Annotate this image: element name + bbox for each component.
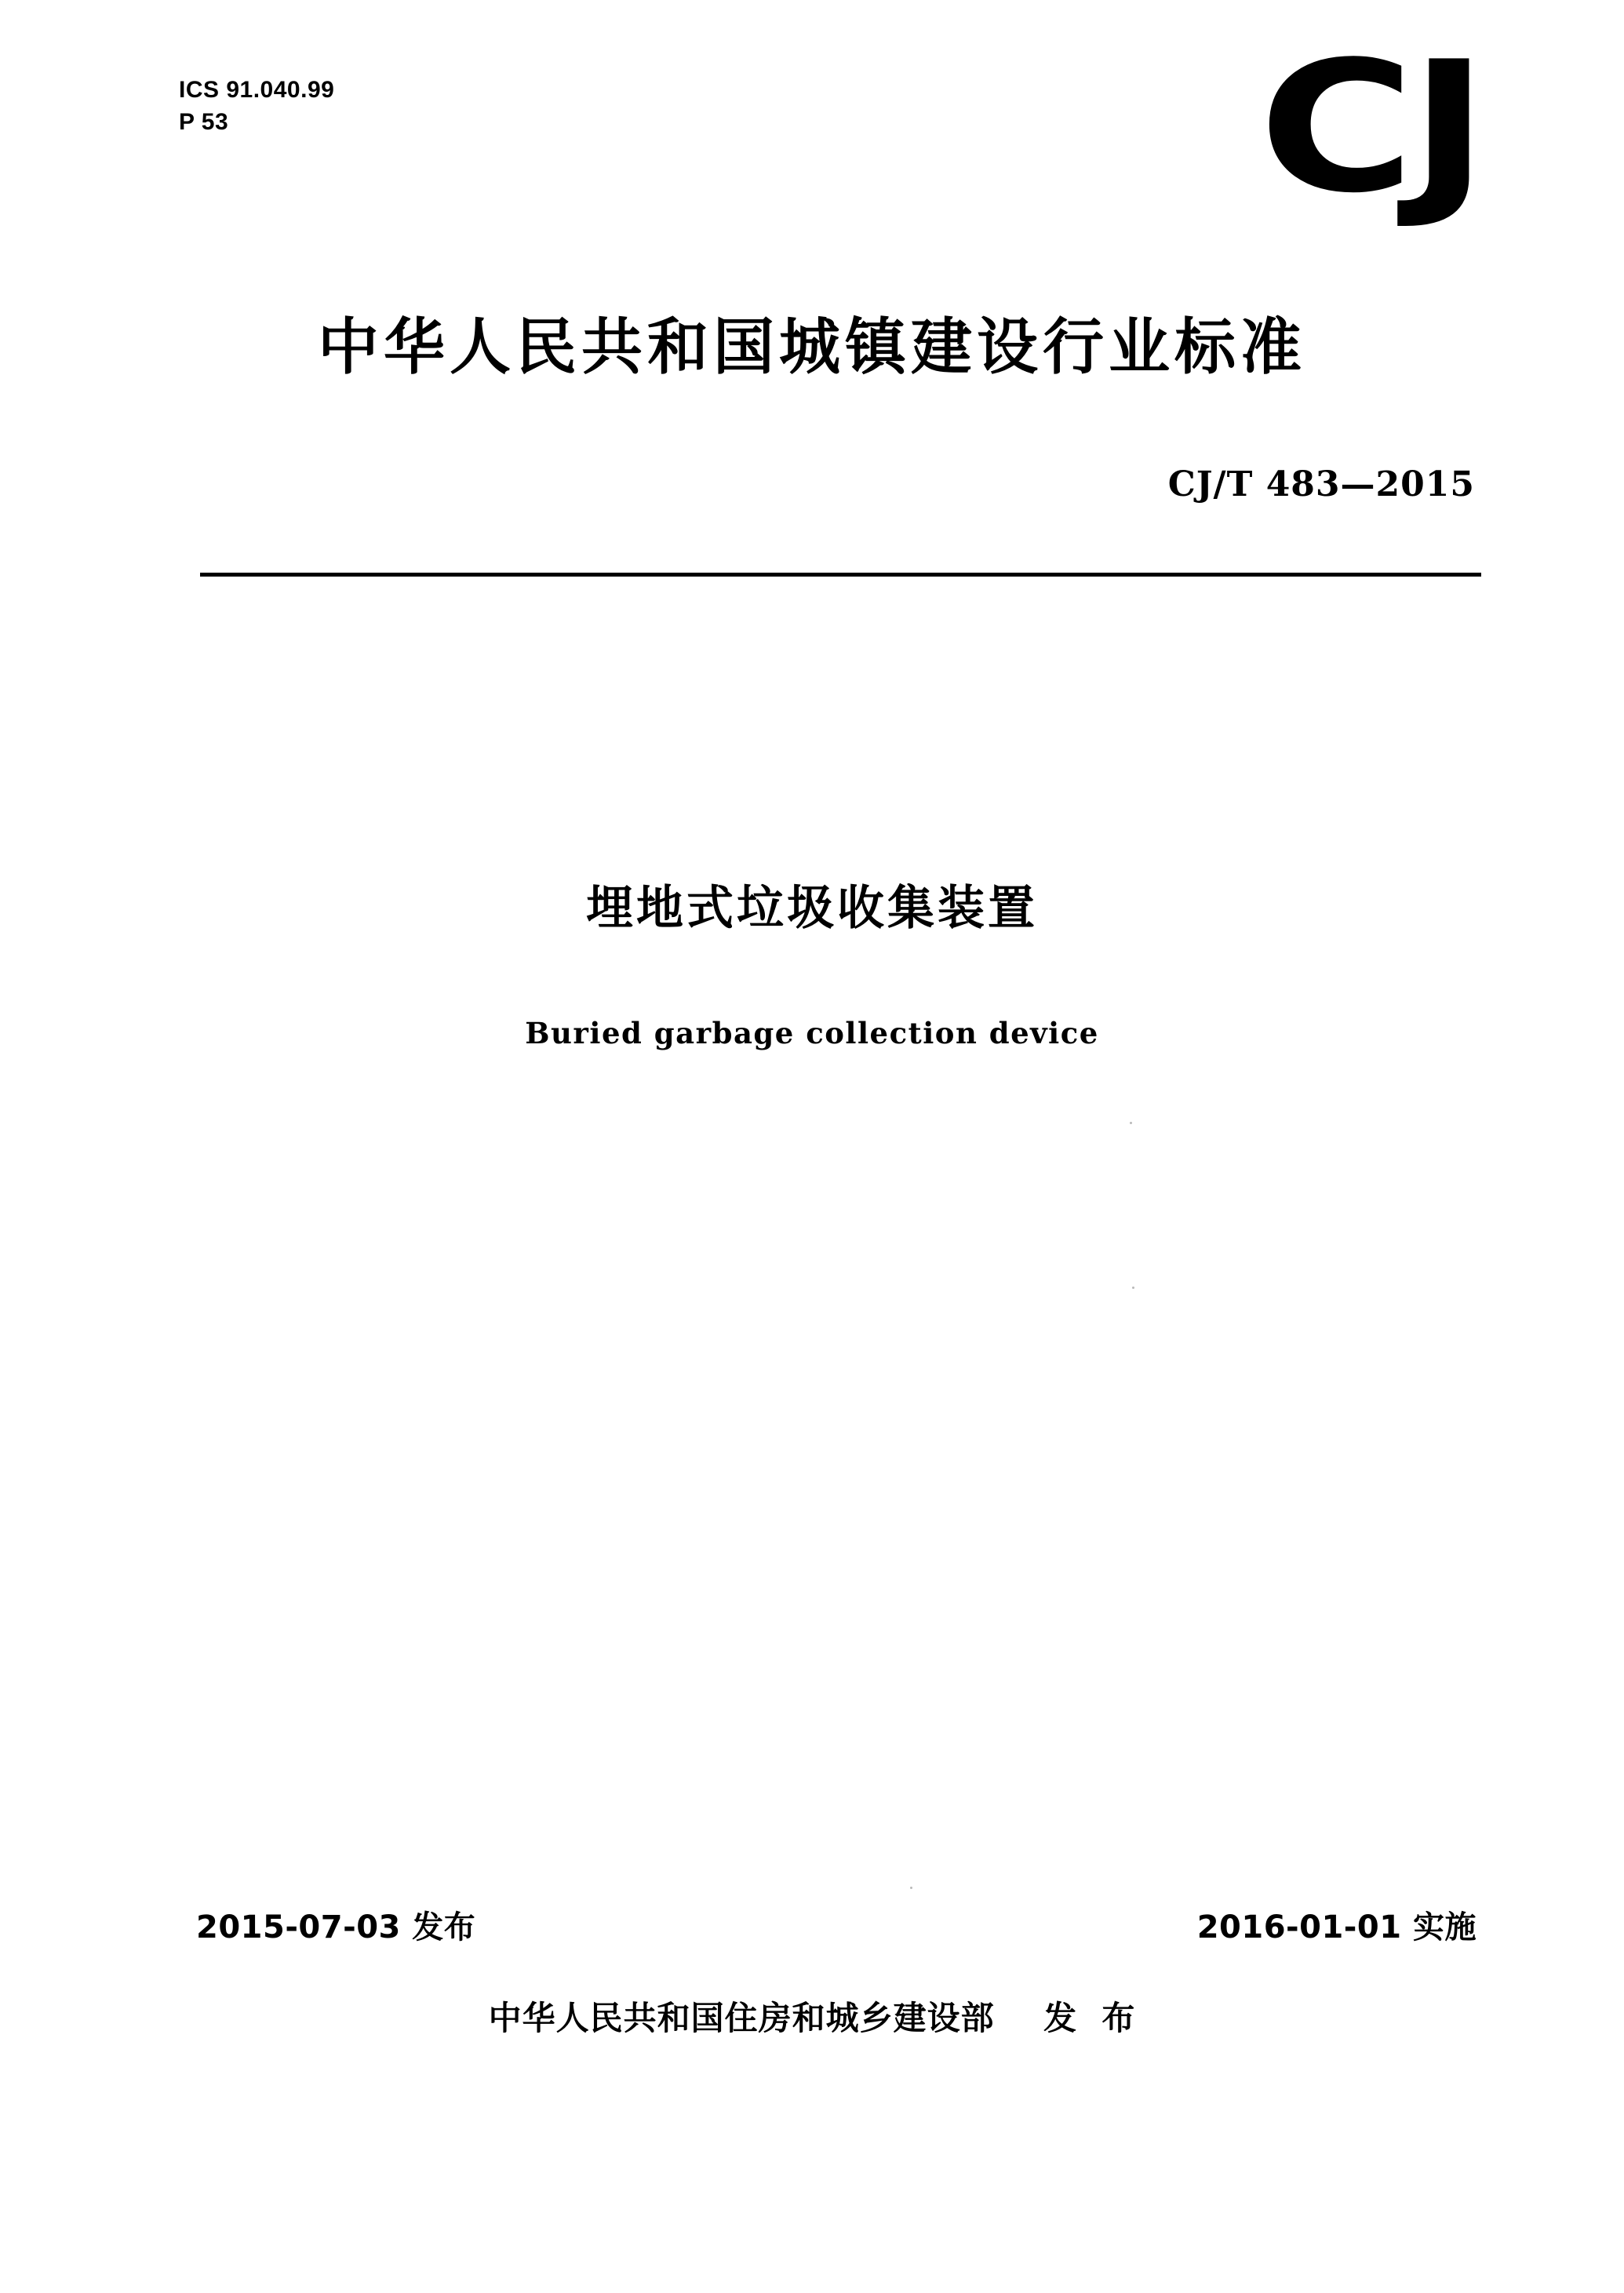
footer-date-row [196, 1902, 1477, 1947]
scan-speck [910, 1887, 912, 1889]
standard-number: CJ/T 483—2015 [1167, 464, 1475, 504]
publisher-line: 中华人民共和国住房和城乡建设部 发 布 [488, 1999, 1136, 2037]
horizontal-divider [200, 573, 1481, 577]
document-title-english: Buried garbage collection device [525, 1016, 1099, 1050]
scan-speck [1130, 1122, 1132, 1124]
classification-code: P 53 [179, 108, 229, 135]
ics-code: ICS 91.040.99 [179, 77, 335, 103]
series-title: 中华人民共和国城镇建设行业标准 [317, 312, 1306, 383]
cj-logo: CJ [1258, 24, 1483, 233]
effective-date: 2016-01-01 实施 [1196, 1909, 1477, 1945]
document-title-chinese: 埋地式垃圾收集装置 [586, 881, 1038, 936]
issue-date: 2015-07-03 发布 [196, 1909, 476, 1945]
ics-block [179, 75, 334, 138]
scan-speck [1132, 1287, 1134, 1289]
